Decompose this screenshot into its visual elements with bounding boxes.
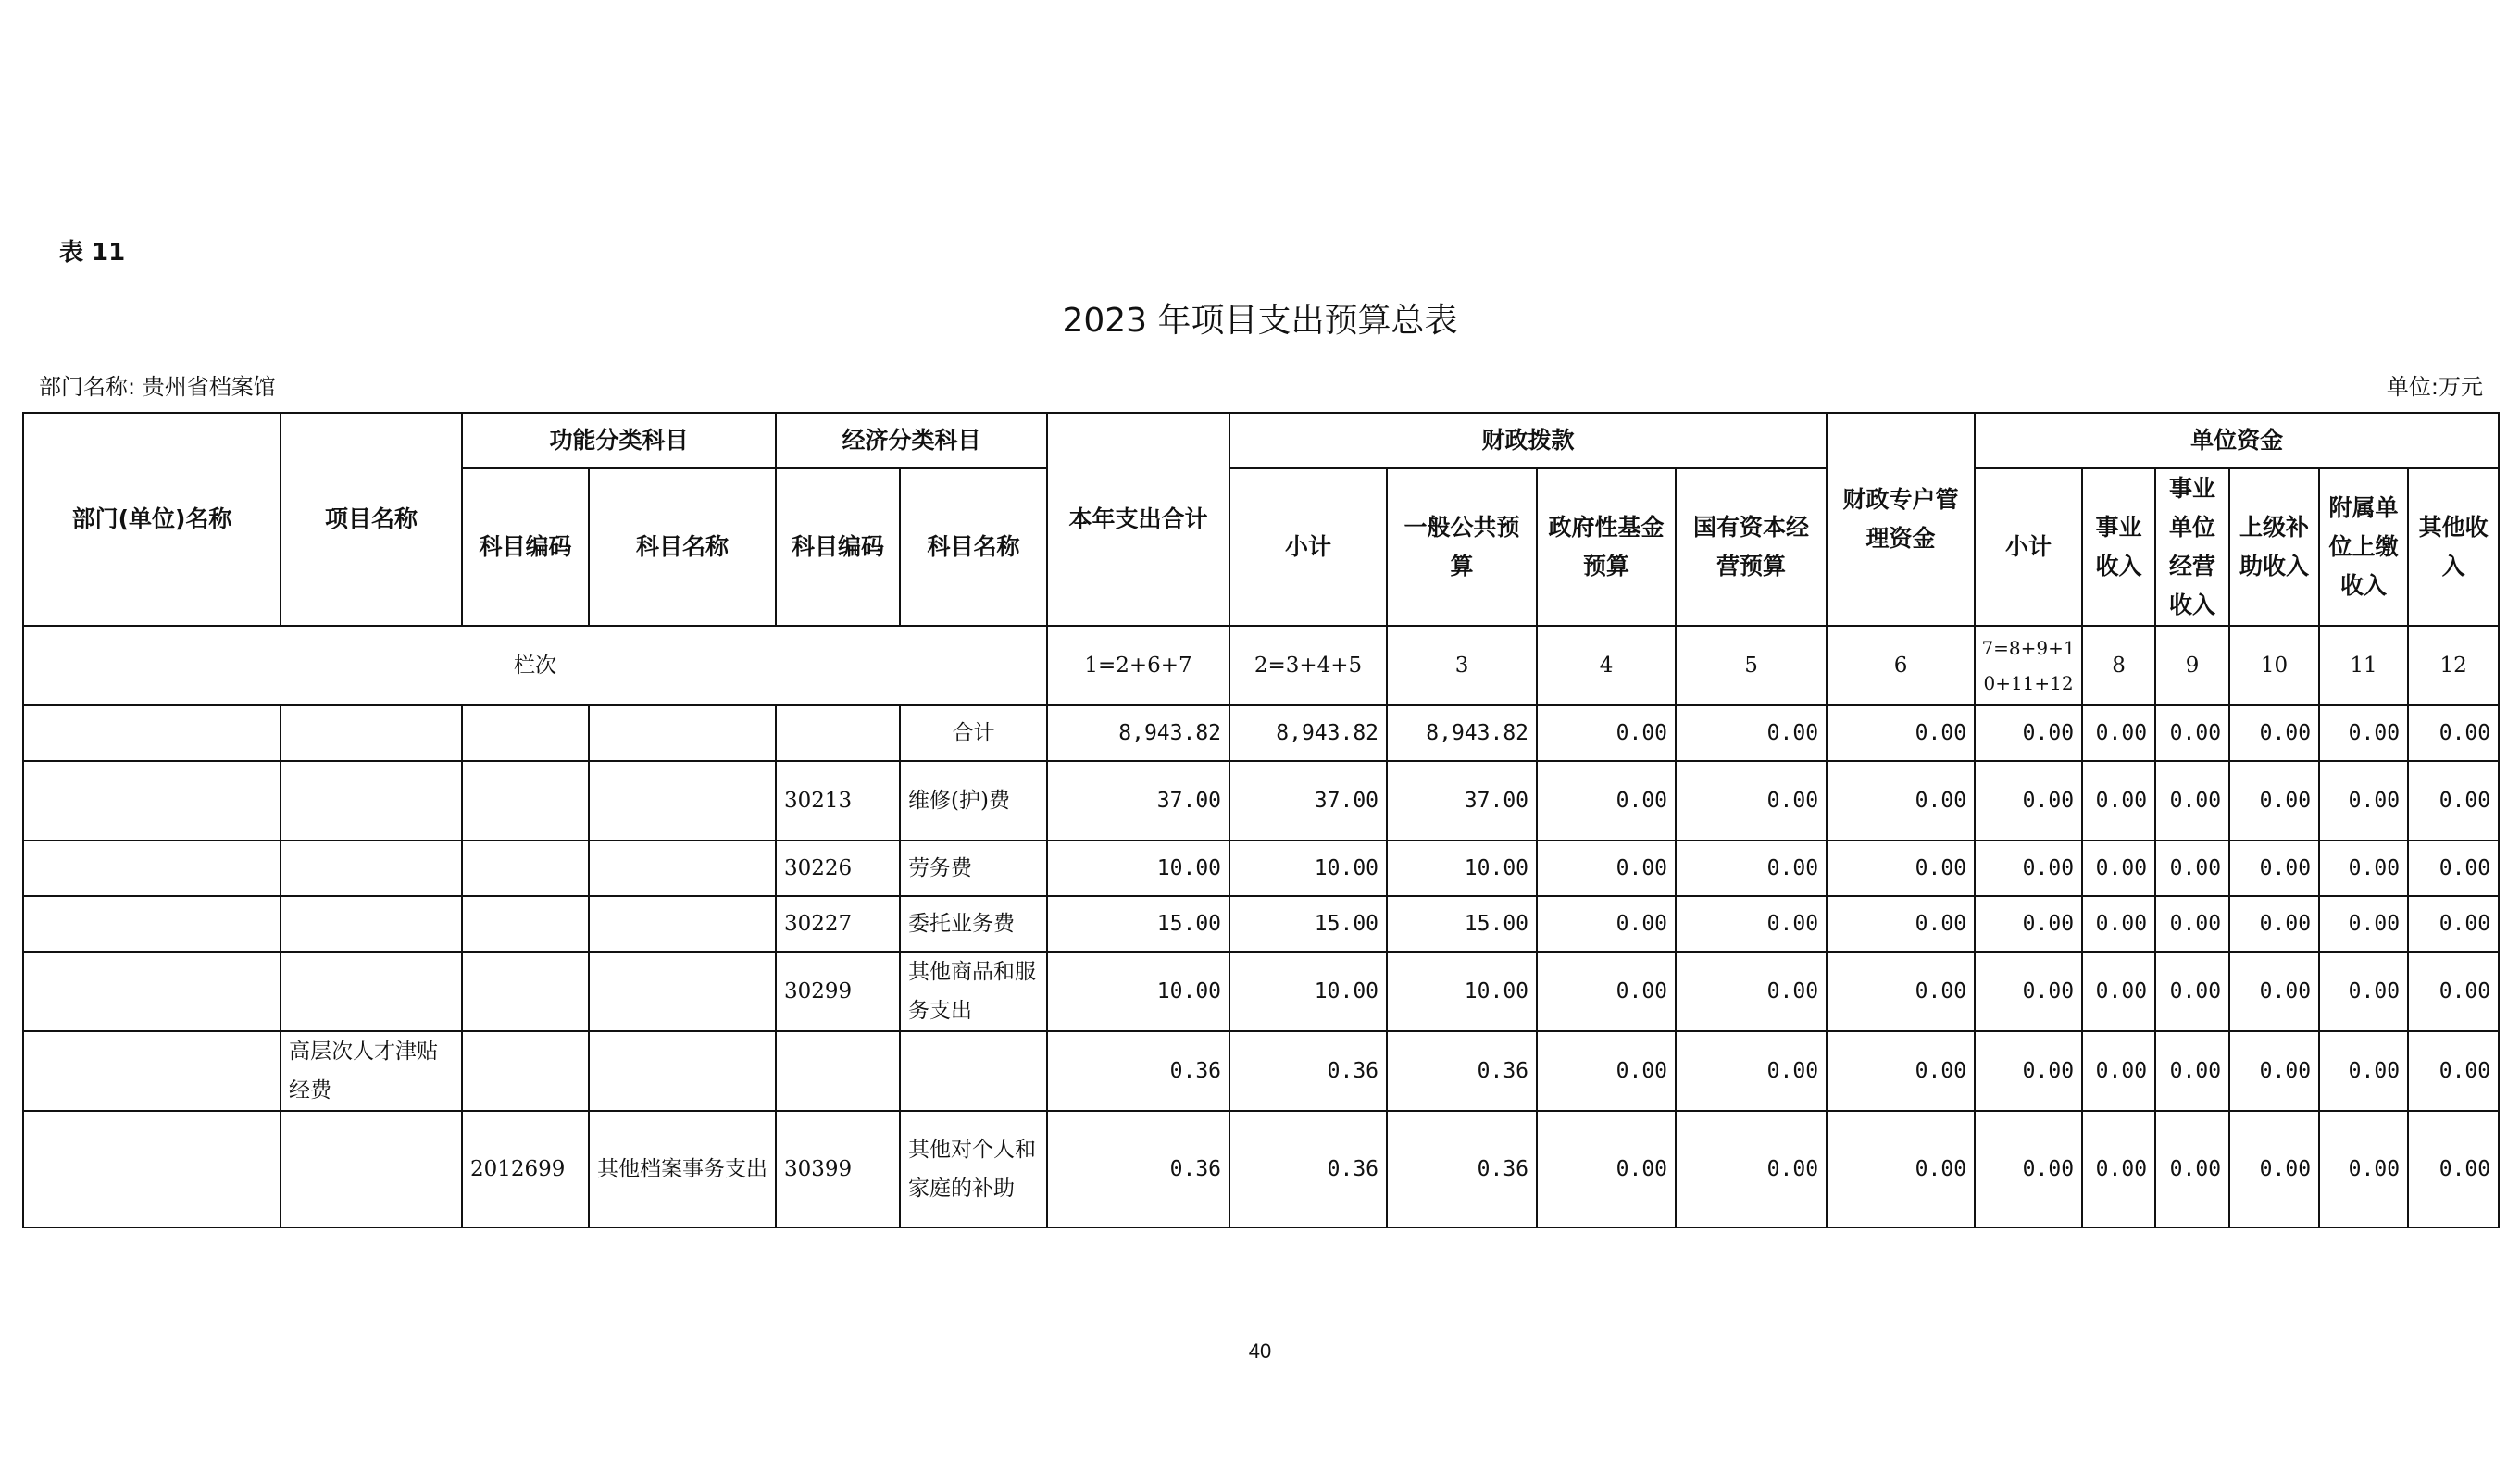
amount-cell: 0.00 [2082, 1111, 2155, 1227]
amount-cell: 0.00 [1537, 952, 1676, 1031]
amount-cell: 0.00 [2319, 841, 2408, 896]
amount-cell: 0.00 [2229, 1031, 2319, 1111]
amount-cell: 0.00 [2155, 705, 2229, 761]
amount-cell: 0.00 [1975, 952, 2082, 1031]
amount-cell: 15.00 [1229, 896, 1387, 952]
project-name-cell [281, 1111, 462, 1227]
function-code-cell: 2012699 [462, 1111, 589, 1227]
amount-cell: 0.36 [1047, 1031, 1229, 1111]
amount-cell: 0.00 [1827, 896, 1975, 952]
amount-cell: 0.00 [1827, 1031, 1975, 1111]
amount-cell: 8,943.82 [1047, 705, 1229, 761]
amount-cell: 0.00 [1537, 841, 1676, 896]
table-row [23, 761, 2499, 841]
amount-cell: 0.00 [2229, 952, 2319, 1031]
project-name-cell [281, 761, 462, 841]
header-func-name: 科目名称 [589, 468, 776, 626]
amount-cell: 0.00 [2155, 952, 2229, 1031]
header-fiscal-allocation: 财政拨款 [1229, 413, 1827, 468]
amount-cell: 0.00 [2082, 841, 2155, 896]
economic-name-cell: 维修(护)费 [900, 761, 1047, 841]
amount-cell: 0.00 [2319, 1111, 2408, 1227]
amount-cell: 0.00 [2155, 761, 2229, 841]
amount-cell: 0.00 [1676, 761, 1827, 841]
header-unit-funds: 单位资金 [1975, 413, 2499, 468]
amount-cell: 0.00 [2319, 761, 2408, 841]
function-code-cell [462, 952, 589, 1031]
table-row [23, 1031, 2499, 1111]
department-name: 部门名称: 贵州省档案馆 [39, 374, 276, 400]
header-other-income: 其他收入 [2408, 468, 2499, 626]
header-econ-code: 科目编码 [776, 468, 900, 626]
amount-cell: 10.00 [1047, 952, 1229, 1031]
header-unit-subtotal: 小计 [1975, 468, 2082, 626]
header-operating-income: 事业单位经营收入 [2155, 468, 2229, 626]
function-name-cell: 其他档案事务支出 [589, 1111, 776, 1227]
table-row [23, 841, 2499, 896]
column-index-label: 栏次 [23, 626, 1047, 705]
unit-label: 单位:万元 [2386, 374, 2483, 400]
dept-name-cell [23, 841, 281, 896]
dept-name-cell [23, 761, 281, 841]
amount-cell: 0.00 [1827, 841, 1975, 896]
project-name-cell: 高层次人才津贴经费 [281, 1031, 462, 1111]
column-index-cell: 9 [2155, 626, 2229, 705]
header-state-capital: 国有资本经营预算 [1676, 468, 1827, 626]
amount-cell: 0.00 [2155, 1031, 2229, 1111]
table-row [23, 705, 2499, 761]
amount-cell: 0.00 [1827, 761, 1975, 841]
economic-name-cell: 其他商品和服务支出 [900, 952, 1047, 1031]
amount-cell: 0.00 [2229, 841, 2319, 896]
amount-cell: 8,943.82 [1387, 705, 1537, 761]
amount-cell: 0.00 [1975, 705, 2082, 761]
header-econ-name: 科目名称 [900, 468, 1047, 626]
function-code-cell [462, 896, 589, 952]
amount-cell: 8,943.82 [1229, 705, 1387, 761]
amount-cell: 0.00 [2319, 1031, 2408, 1111]
economic-name-cell [900, 1031, 1047, 1111]
table-label: 表 11 [59, 239, 126, 267]
amount-cell: 0.00 [1676, 841, 1827, 896]
function-code-cell [462, 705, 589, 761]
amount-cell: 0.00 [2082, 705, 2155, 761]
amount-cell: 0.00 [1537, 705, 1676, 761]
amount-cell: 10.00 [1387, 952, 1537, 1031]
header-business-income: 事业收入 [2082, 468, 2155, 626]
amount-cell: 0.00 [2229, 705, 2319, 761]
economic-name-cell: 合计 [900, 705, 1047, 761]
amount-cell: 0.00 [2155, 841, 2229, 896]
amount-cell: 10.00 [1387, 841, 1537, 896]
dept-name-cell [23, 1111, 281, 1227]
header-total: 本年支出合计 [1047, 413, 1229, 626]
amount-cell: 0.00 [1975, 896, 2082, 952]
amount-cell: 0.00 [2082, 761, 2155, 841]
column-index-cell: 6 [1827, 626, 1975, 705]
header-affiliated-income: 附属单位上缴收入 [2319, 468, 2408, 626]
column-index-cell: 1=2+6+7 [1047, 626, 1229, 705]
column-index-cell: 8 [2082, 626, 2155, 705]
amount-cell: 0.00 [1676, 896, 1827, 952]
economic-code-cell: 30227 [776, 896, 900, 952]
amount-cell: 10.00 [1229, 952, 1387, 1031]
function-name-cell [589, 1031, 776, 1111]
economic-name-cell: 委托业务费 [900, 896, 1047, 952]
amount-cell: 15.00 [1047, 896, 1229, 952]
function-name-cell [589, 841, 776, 896]
amount-cell: 0.00 [1676, 952, 1827, 1031]
amount-cell: 0.00 [2082, 952, 2155, 1031]
column-index-cell: 2=3+4+5 [1229, 626, 1387, 705]
amount-cell: 37.00 [1229, 761, 1387, 841]
economic-name-cell: 其他对个人和家庭的补助 [900, 1111, 1047, 1227]
column-index-cell: 12 [2408, 626, 2499, 705]
function-code-cell [462, 841, 589, 896]
dept-name-cell [23, 952, 281, 1031]
economic-code-cell: 30226 [776, 841, 900, 896]
function-code-cell [462, 761, 589, 841]
amount-cell: 0.00 [2408, 841, 2499, 896]
header-func-code: 科目编码 [462, 468, 589, 626]
dept-name-cell [23, 896, 281, 952]
amount-cell: 15.00 [1387, 896, 1537, 952]
header-project-name: 项目名称 [281, 413, 462, 626]
header-general-budget: 一般公共预算 [1387, 468, 1537, 626]
amount-cell: 0.00 [1975, 1031, 2082, 1111]
amount-cell: 0.00 [1537, 761, 1676, 841]
amount-cell: 0.00 [2408, 952, 2499, 1031]
amount-cell: 0.00 [1975, 1111, 2082, 1227]
dept-name-cell [23, 1031, 281, 1111]
economic-code-cell: 30299 [776, 952, 900, 1031]
column-index-cell: 5 [1676, 626, 1827, 705]
economic-name-cell: 劳务费 [900, 841, 1047, 896]
amount-cell: 0.00 [2229, 761, 2319, 841]
amount-cell: 0.00 [2155, 1111, 2229, 1227]
amount-cell: 0.00 [2155, 896, 2229, 952]
page-number: 40 [1248, 1339, 1272, 1363]
amount-cell: 0.00 [1827, 705, 1975, 761]
column-index-cell: 3 [1387, 626, 1537, 705]
amount-cell: 0.00 [1827, 1111, 1975, 1227]
amount-cell: 0.00 [2408, 761, 2499, 841]
amount-cell: 0.00 [1827, 952, 1975, 1031]
amount-cell: 0.00 [1676, 1111, 1827, 1227]
economic-code-cell [776, 705, 900, 761]
amount-cell: 0.00 [2319, 952, 2408, 1031]
amount-cell: 0.36 [1047, 1111, 1229, 1227]
amount-cell: 10.00 [1229, 841, 1387, 896]
amount-cell: 0.00 [2319, 705, 2408, 761]
function-code-cell [462, 1031, 589, 1111]
amount-cell: 37.00 [1047, 761, 1229, 841]
header-fiscal-subtotal: 小计 [1229, 468, 1387, 626]
economic-code-cell [776, 1031, 900, 1111]
function-name-cell [589, 761, 776, 841]
amount-cell: 0.00 [2319, 896, 2408, 952]
amount-cell: 0.00 [2082, 896, 2155, 952]
header-function-class: 功能分类科目 [462, 413, 776, 468]
amount-cell: 0.36 [1387, 1031, 1537, 1111]
project-name-cell [281, 896, 462, 952]
column-index-cell: 4 [1537, 626, 1676, 705]
amount-cell: 0.00 [2229, 1111, 2319, 1227]
header-special-fund: 财政专户管理资金 [1827, 413, 1975, 626]
function-name-cell [589, 705, 776, 761]
amount-cell: 0.00 [1676, 1031, 1827, 1111]
amount-cell: 0.00 [1537, 1031, 1676, 1111]
column-index-cell: 10 [2229, 626, 2319, 705]
amount-cell: 0.00 [2408, 705, 2499, 761]
amount-cell: 0.00 [1537, 1111, 1676, 1227]
table-row [23, 896, 2499, 952]
column-index-cell: 11 [2319, 626, 2408, 705]
amount-cell: 0.00 [2229, 896, 2319, 952]
amount-cell: 0.00 [1975, 841, 2082, 896]
header-economic-class: 经济分类科目 [776, 413, 1047, 468]
budget-table [22, 412, 2500, 1228]
column-index-row [23, 626, 2499, 705]
page-title: 2023 年项目支出预算总表 [1062, 302, 1458, 340]
project-name-cell [281, 841, 462, 896]
economic-code-cell: 30399 [776, 1111, 900, 1227]
amount-cell: 0.36 [1387, 1111, 1537, 1227]
table-row [23, 1111, 2499, 1227]
table-row [23, 952, 2499, 1031]
header-superior-subsidy: 上级补助收入 [2229, 468, 2319, 626]
project-name-cell [281, 952, 462, 1031]
function-name-cell [589, 896, 776, 952]
amount-cell: 0.00 [1975, 761, 2082, 841]
amount-cell: 0.00 [2408, 1031, 2499, 1111]
header-dept-name: 部门(单位)名称 [23, 413, 281, 626]
function-name-cell [589, 952, 776, 1031]
project-name-cell [281, 705, 462, 761]
header-gov-fund: 政府性基金预算 [1537, 468, 1676, 626]
amount-cell: 0.00 [1537, 896, 1676, 952]
column-index-cell: 7=8+9+10+11+12 [1975, 626, 2082, 705]
amount-cell: 0.00 [2408, 896, 2499, 952]
amount-cell: 10.00 [1047, 841, 1229, 896]
amount-cell: 0.36 [1229, 1111, 1387, 1227]
amount-cell: 0.36 [1229, 1031, 1387, 1111]
amount-cell: 37.00 [1387, 761, 1537, 841]
amount-cell: 0.00 [2082, 1031, 2155, 1111]
amount-cell: 0.00 [1676, 705, 1827, 761]
economic-code-cell: 30213 [776, 761, 900, 841]
amount-cell: 0.00 [2408, 1111, 2499, 1227]
dept-name-cell [23, 705, 281, 761]
